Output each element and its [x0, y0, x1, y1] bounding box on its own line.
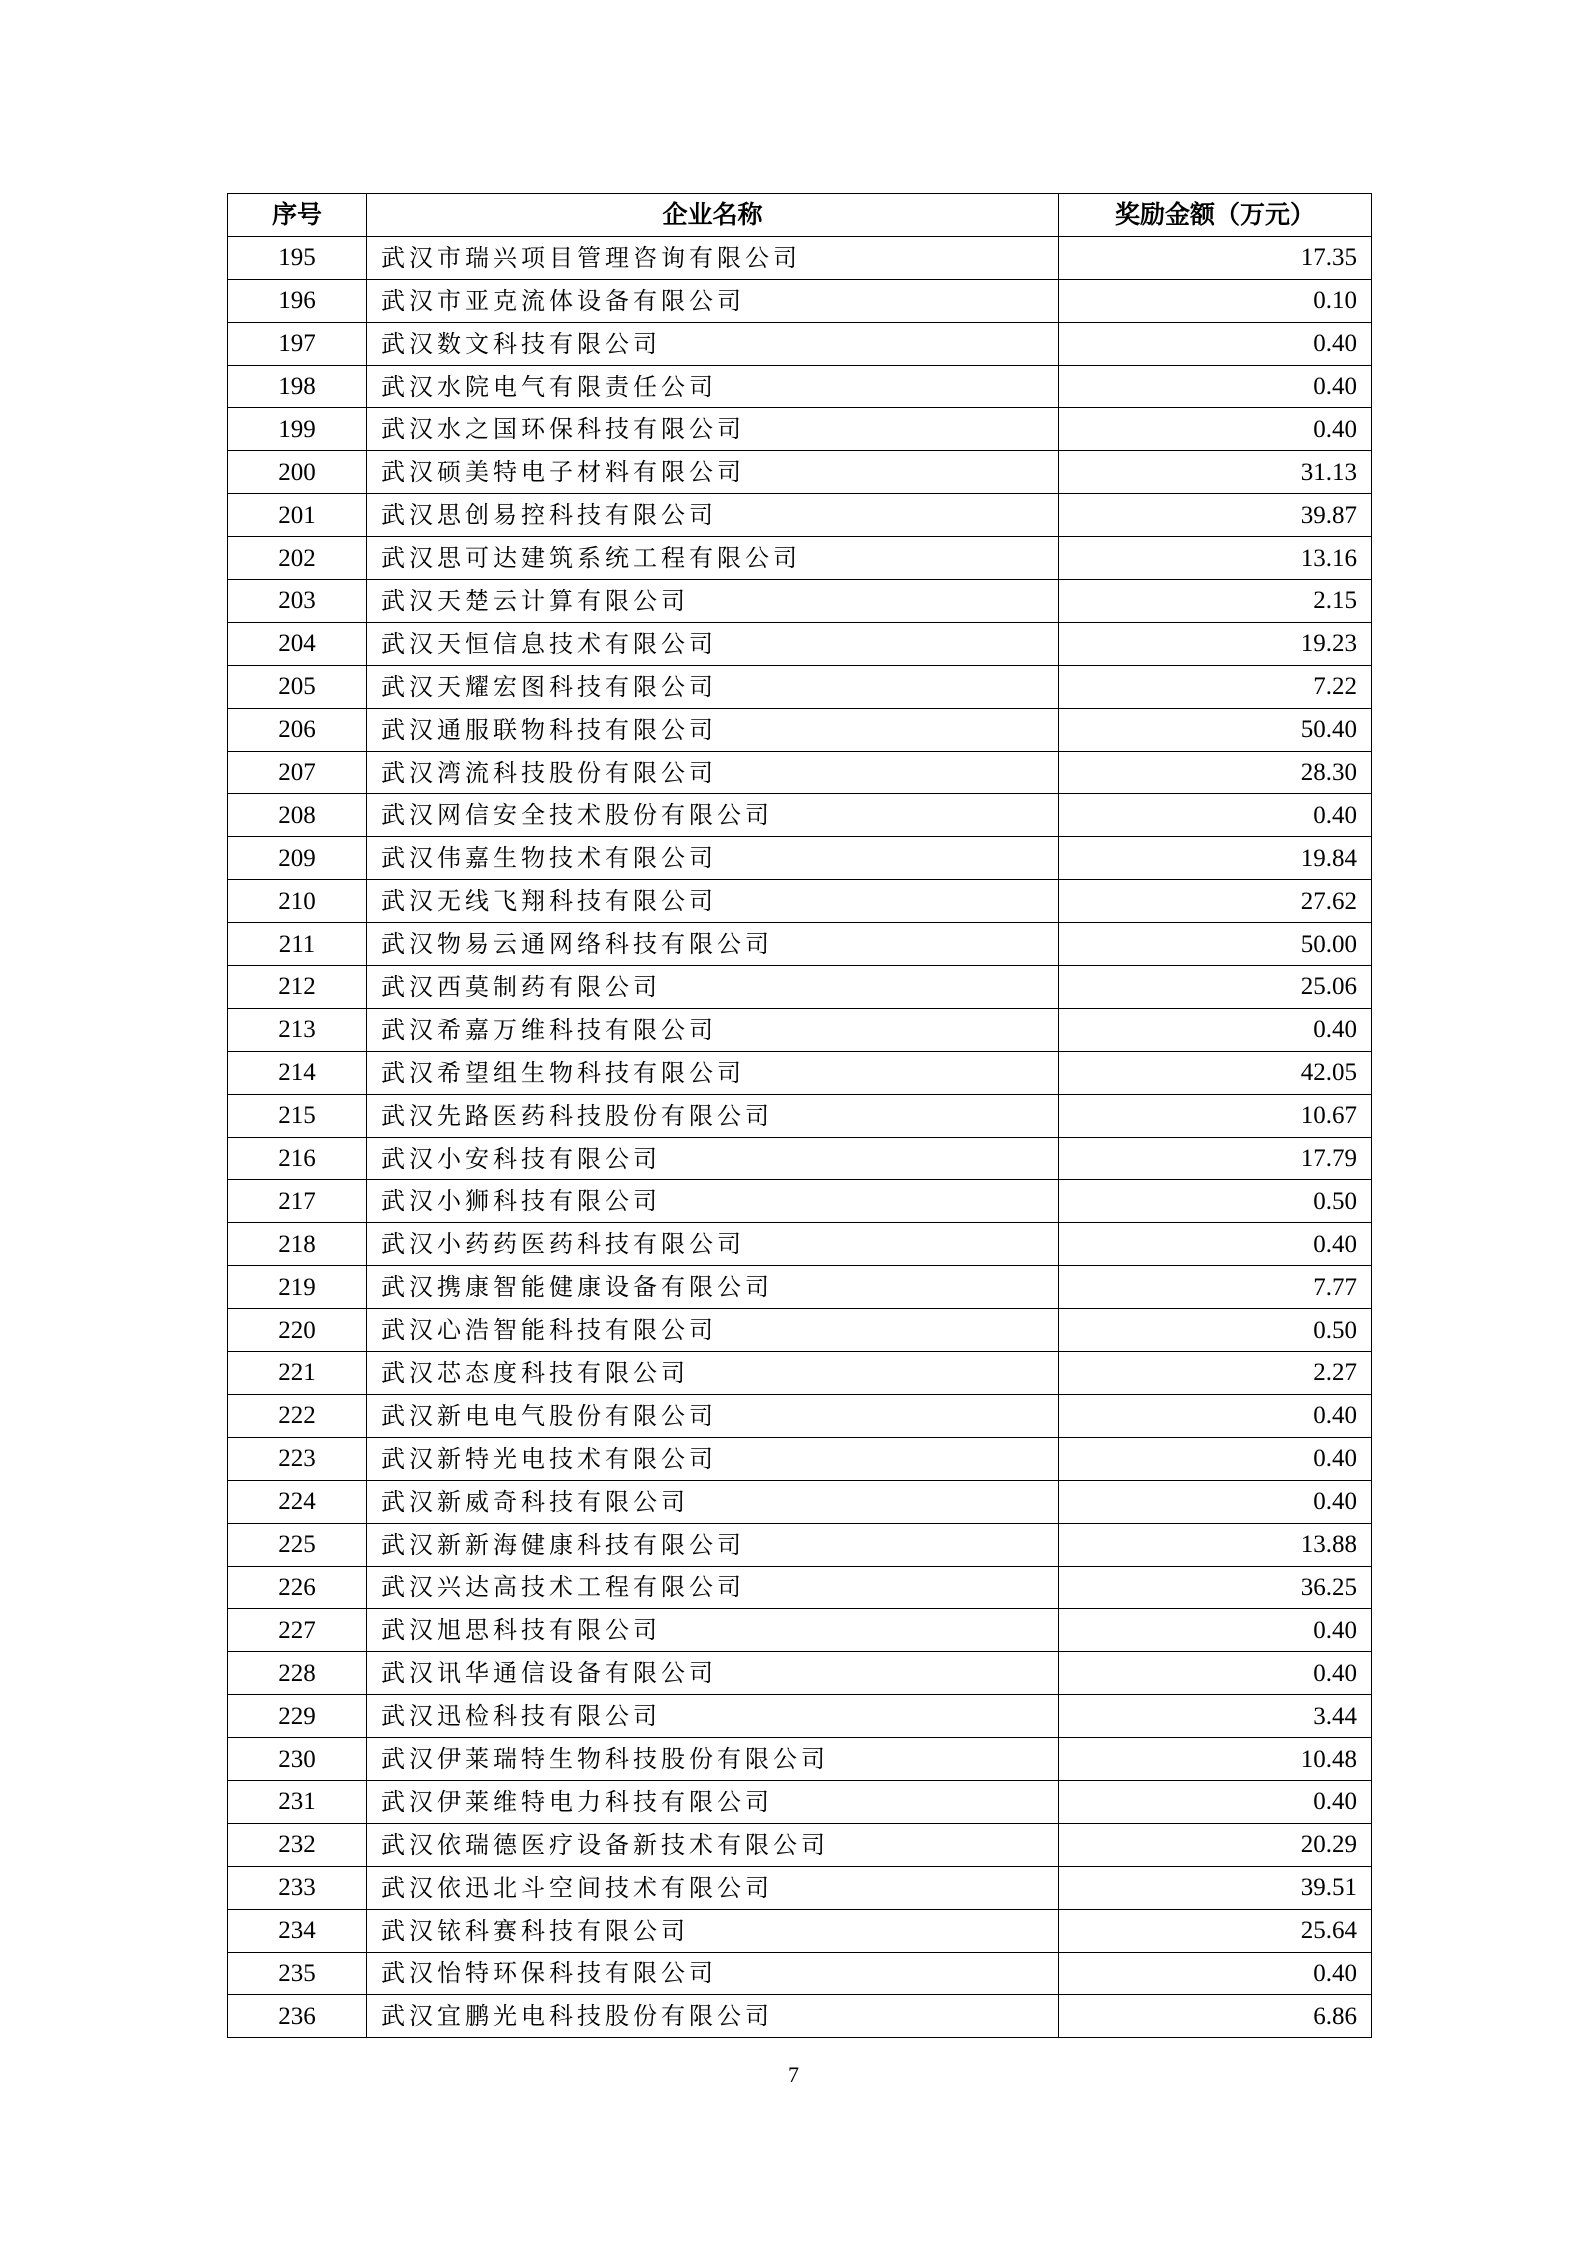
table-row — [228, 1480, 1372, 1523]
company-name: 武汉芯态度科技有限公司 — [367, 1352, 1059, 1395]
award-amount: 25.64 — [1059, 1909, 1372, 1952]
row-index: 208 — [228, 794, 367, 837]
row-index: 213 — [228, 1008, 367, 1051]
company-name: 武汉希嘉万维科技有限公司 — [367, 1008, 1059, 1051]
award-amount: 7.22 — [1059, 665, 1372, 708]
company-name: 武汉思创易控科技有限公司 — [367, 494, 1059, 537]
company-name: 武汉兴达高技术工程有限公司 — [367, 1566, 1059, 1609]
table-row — [228, 1309, 1372, 1352]
company-name: 武汉物易云通网络科技有限公司 — [367, 923, 1059, 966]
row-index: 204 — [228, 622, 367, 665]
table-row — [228, 1866, 1372, 1909]
company-name: 武汉湾流科技股份有限公司 — [367, 751, 1059, 794]
row-index: 232 — [228, 1823, 367, 1866]
company-name: 武汉怡特环保科技有限公司 — [367, 1952, 1059, 1995]
company-name: 武汉宜鹏光电科技股份有限公司 — [367, 1995, 1059, 2038]
row-index: 233 — [228, 1866, 367, 1909]
company-name: 武汉先路医药科技股份有限公司 — [367, 1094, 1059, 1137]
award-amount: 6.86 — [1059, 1995, 1372, 2038]
table-row — [228, 1566, 1372, 1609]
table-row — [228, 966, 1372, 1009]
award-amount: 0.40 — [1059, 408, 1372, 451]
company-name: 武汉小安科技有限公司 — [367, 1137, 1059, 1180]
row-index: 220 — [228, 1309, 367, 1352]
award-table — [227, 193, 1372, 2038]
company-name: 武汉携康智能健康设备有限公司 — [367, 1266, 1059, 1309]
header-award-amount: 奖励金额（万元） — [1059, 194, 1372, 237]
row-index: 215 — [228, 1094, 367, 1137]
table-row — [228, 365, 1372, 408]
row-index: 210 — [228, 880, 367, 923]
award-amount: 19.23 — [1059, 622, 1372, 665]
company-name: 武汉天楚云计算有限公司 — [367, 580, 1059, 623]
table-row — [228, 1695, 1372, 1738]
award-amount: 10.48 — [1059, 1738, 1372, 1781]
company-name: 武汉伊莱维特电力科技有限公司 — [367, 1780, 1059, 1823]
table-row — [228, 1266, 1372, 1309]
row-index: 198 — [228, 365, 367, 408]
table-row — [228, 451, 1372, 494]
table-row — [228, 236, 1372, 279]
award-amount: 31.13 — [1059, 451, 1372, 494]
table-row — [228, 794, 1372, 837]
row-index: 212 — [228, 966, 367, 1009]
table-row — [228, 1137, 1372, 1180]
table-row — [228, 1394, 1372, 1437]
company-name: 武汉旭思科技有限公司 — [367, 1609, 1059, 1652]
table-row — [228, 1738, 1372, 1781]
row-index: 231 — [228, 1780, 367, 1823]
row-index: 197 — [228, 322, 367, 365]
company-name: 武汉市亚克流体设备有限公司 — [367, 279, 1059, 322]
award-amount: 0.40 — [1059, 1437, 1372, 1480]
table-row — [228, 1952, 1372, 1995]
award-amount: 0.40 — [1059, 1652, 1372, 1695]
award-amount: 50.00 — [1059, 923, 1372, 966]
award-amount: 0.40 — [1059, 1223, 1372, 1266]
award-amount: 17.35 — [1059, 236, 1372, 279]
row-index: 226 — [228, 1566, 367, 1609]
award-amount: 20.29 — [1059, 1823, 1372, 1866]
table-row — [228, 1352, 1372, 1395]
award-amount: 0.40 — [1059, 1008, 1372, 1051]
row-index: 196 — [228, 279, 367, 322]
award-amount: 10.67 — [1059, 1094, 1372, 1137]
company-name: 武汉通服联物科技有限公司 — [367, 708, 1059, 751]
table-row — [228, 580, 1372, 623]
award-amount: 0.50 — [1059, 1180, 1372, 1223]
award-amount: 0.40 — [1059, 322, 1372, 365]
table-row — [228, 1051, 1372, 1094]
row-index: 222 — [228, 1394, 367, 1437]
company-name: 武汉新威奇科技有限公司 — [367, 1480, 1059, 1523]
row-index: 199 — [228, 408, 367, 451]
row-index: 236 — [228, 1995, 367, 2038]
company-name: 武汉硕美特电子材料有限公司 — [367, 451, 1059, 494]
row-index: 234 — [228, 1909, 367, 1952]
award-amount: 17.79 — [1059, 1137, 1372, 1180]
award-amount: 13.88 — [1059, 1523, 1372, 1566]
table-body — [228, 236, 1372, 2037]
table-row — [228, 408, 1372, 451]
table-row — [228, 880, 1372, 923]
company-name: 武汉水之国环保科技有限公司 — [367, 408, 1059, 451]
table-row — [228, 1609, 1372, 1652]
company-name: 武汉伊莱瑞特生物科技股份有限公司 — [367, 1738, 1059, 1781]
company-name: 武汉讯华通信设备有限公司 — [367, 1652, 1059, 1695]
row-index: 205 — [228, 665, 367, 708]
table-row — [228, 1094, 1372, 1137]
row-index: 195 — [228, 236, 367, 279]
company-name: 武汉依迅北斗空间技术有限公司 — [367, 1866, 1059, 1909]
award-amount: 7.77 — [1059, 1266, 1372, 1309]
award-amount: 2.27 — [1059, 1352, 1372, 1395]
company-name: 武汉迅检科技有限公司 — [367, 1695, 1059, 1738]
row-index: 218 — [228, 1223, 367, 1266]
company-name: 武汉西莫制药有限公司 — [367, 966, 1059, 1009]
row-index: 230 — [228, 1738, 367, 1781]
company-name: 武汉伟嘉生物技术有限公司 — [367, 837, 1059, 880]
award-amount: 19.84 — [1059, 837, 1372, 880]
page-number: 7 — [788, 2062, 799, 2087]
row-index: 203 — [228, 580, 367, 623]
award-amount: 0.40 — [1059, 794, 1372, 837]
award-amount: 50.40 — [1059, 708, 1372, 751]
table-row — [228, 1223, 1372, 1266]
header-index: 序号 — [228, 194, 367, 237]
company-name: 武汉市瑞兴项目管理咨询有限公司 — [367, 236, 1059, 279]
table-row — [228, 923, 1372, 966]
row-index: 217 — [228, 1180, 367, 1223]
table-row — [228, 1652, 1372, 1695]
company-name: 武汉依瑞德医疗设备新技术有限公司 — [367, 1823, 1059, 1866]
row-index: 224 — [228, 1480, 367, 1523]
table-row — [228, 708, 1372, 751]
award-amount: 2.15 — [1059, 580, 1372, 623]
award-amount: 39.51 — [1059, 1866, 1372, 1909]
award-amount: 28.30 — [1059, 751, 1372, 794]
award-amount: 0.10 — [1059, 279, 1372, 322]
table-header-row — [228, 194, 1372, 237]
row-index: 219 — [228, 1266, 367, 1309]
table-row — [228, 1995, 1372, 2038]
company-name: 武汉新特光电技术有限公司 — [367, 1437, 1059, 1480]
company-name: 武汉小药药医药科技有限公司 — [367, 1223, 1059, 1266]
table-row — [228, 1180, 1372, 1223]
table-row — [228, 622, 1372, 665]
row-index: 207 — [228, 751, 367, 794]
award-amount: 27.62 — [1059, 880, 1372, 923]
table-row — [228, 537, 1372, 580]
table-row — [228, 837, 1372, 880]
table-row — [228, 665, 1372, 708]
award-amount: 0.50 — [1059, 1309, 1372, 1352]
award-amount: 36.25 — [1059, 1566, 1372, 1609]
award-amount: 0.40 — [1059, 1952, 1372, 1995]
row-index: 235 — [228, 1952, 367, 1995]
table-row — [228, 1523, 1372, 1566]
award-amount: 25.06 — [1059, 966, 1372, 1009]
row-index: 202 — [228, 537, 367, 580]
company-name: 武汉希望组生物科技有限公司 — [367, 1051, 1059, 1094]
company-name: 武汉网信安全技术股份有限公司 — [367, 794, 1059, 837]
row-index: 216 — [228, 1137, 367, 1180]
award-amount: 0.40 — [1059, 1480, 1372, 1523]
table-row — [228, 279, 1372, 322]
company-name: 武汉新电电气股份有限公司 — [367, 1394, 1059, 1437]
row-index: 201 — [228, 494, 367, 537]
company-name: 武汉铱科赛科技有限公司 — [367, 1909, 1059, 1952]
company-name: 武汉新新海健康科技有限公司 — [367, 1523, 1059, 1566]
row-index: 206 — [228, 708, 367, 751]
company-name: 武汉小狮科技有限公司 — [367, 1180, 1059, 1223]
table-row — [228, 1008, 1372, 1051]
row-index: 227 — [228, 1609, 367, 1652]
award-amount: 0.40 — [1059, 1609, 1372, 1652]
table-row — [228, 1437, 1372, 1480]
row-index: 214 — [228, 1051, 367, 1094]
header-company-name: 企业名称 — [367, 194, 1059, 237]
award-amount: 0.40 — [1059, 1394, 1372, 1437]
row-index: 221 — [228, 1352, 367, 1395]
award-amount: 0.40 — [1059, 1780, 1372, 1823]
company-name: 武汉思可达建筑系统工程有限公司 — [367, 537, 1059, 580]
table-row — [228, 1823, 1372, 1866]
table-row — [228, 1780, 1372, 1823]
award-amount: 42.05 — [1059, 1051, 1372, 1094]
company-name: 武汉天耀宏图科技有限公司 — [367, 665, 1059, 708]
row-index: 209 — [228, 837, 367, 880]
table-row — [228, 751, 1372, 794]
company-name: 武汉水院电气有限责任公司 — [367, 365, 1059, 408]
company-name: 武汉天恒信息技术有限公司 — [367, 622, 1059, 665]
award-amount: 3.44 — [1059, 1695, 1372, 1738]
row-index: 200 — [228, 451, 367, 494]
award-amount: 39.87 — [1059, 494, 1372, 537]
row-index: 225 — [228, 1523, 367, 1566]
table-row — [228, 494, 1372, 537]
award-amount: 13.16 — [1059, 537, 1372, 580]
table-row — [228, 1909, 1372, 1952]
row-index: 223 — [228, 1437, 367, 1480]
company-name: 武汉无线飞翔科技有限公司 — [367, 880, 1059, 923]
company-name: 武汉心浩智能科技有限公司 — [367, 1309, 1059, 1352]
row-index: 229 — [228, 1695, 367, 1738]
row-index: 211 — [228, 923, 367, 966]
company-name: 武汉数文科技有限公司 — [367, 322, 1059, 365]
award-amount: 0.40 — [1059, 365, 1372, 408]
table-row — [228, 322, 1372, 365]
row-index: 228 — [228, 1652, 367, 1695]
